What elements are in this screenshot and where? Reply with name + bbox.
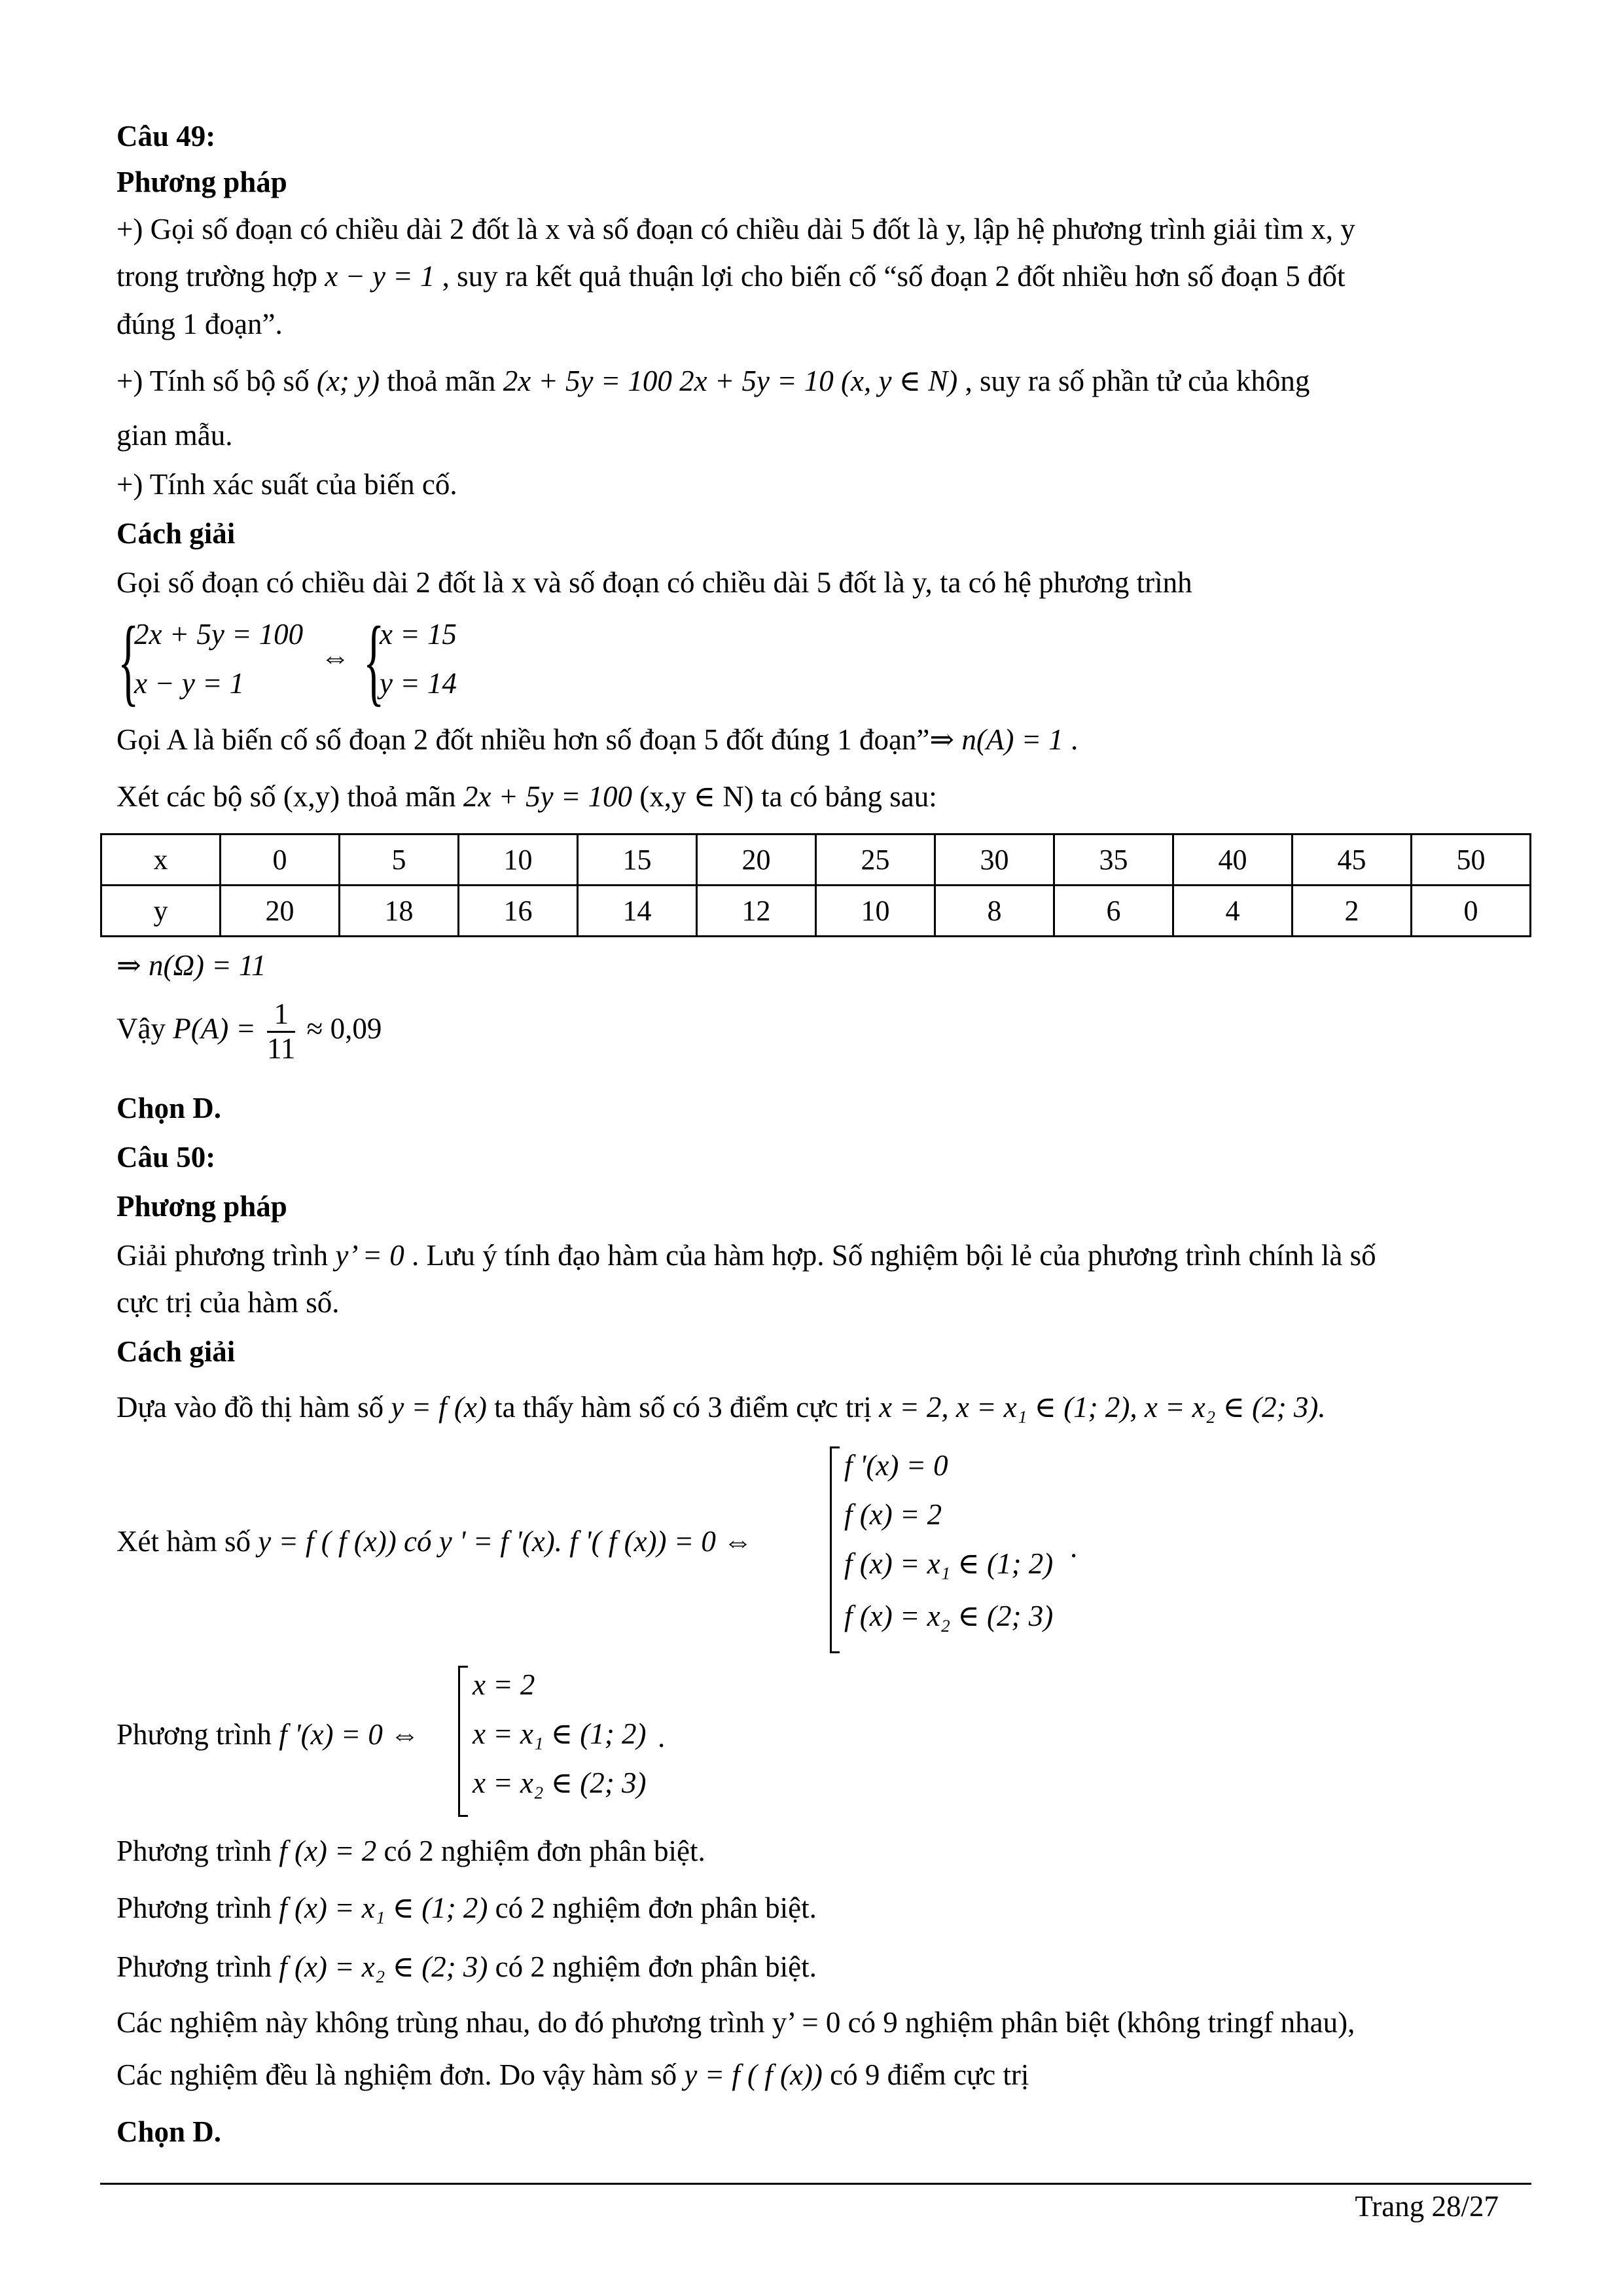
- probability-result: [116, 998, 382, 1065]
- text: có 2 nghiệm đơn phân biệt.: [495, 1892, 817, 1924]
- table-cell: 15: [578, 834, 697, 886]
- sample-space-count: ⇒ n(Ω) = 11: [116, 949, 266, 982]
- q50-solution-line-8: [116, 2058, 1029, 2092]
- table-cell: 6: [1054, 886, 1173, 937]
- text: Giải phương trình: [116, 1239, 329, 1272]
- text: Gọi A là biến cố số đoạn 2 đốt nhiều hơn số đoạn 5 đốt đúng 1 đoạn”: [116, 723, 930, 756]
- text: . Lưu ý tính đạo hàm của hàm hợp. Số nghiệm bội lẻ của phương trình chính là số: [412, 1239, 1376, 1272]
- case-line: f (x) = 2: [844, 1498, 942, 1531]
- table-cell: 25: [816, 834, 935, 886]
- math: P(A) =: [173, 1012, 256, 1045]
- q49-method-line-5: gian mẫu.: [116, 419, 233, 452]
- table-cell: 10: [459, 834, 578, 886]
- q49-method-line-1: +) Gọi số đoạn có chiều dài 2 đốt là x và số đoạn có chiều dài 5 đốt là y, lập hệ phương trình giải tìm x, y: [116, 213, 1355, 245]
- table-cell: 12: [697, 886, 816, 937]
- text: (x,y ∈ N) ta có bảng sau:: [639, 780, 937, 813]
- q50-solution-line-6: [116, 1950, 817, 1984]
- text: , suy ra số phần tử của không: [965, 365, 1310, 397]
- footer-divider: [100, 2183, 1531, 2185]
- table-cell: 14: [578, 886, 697, 937]
- q50-method-heading: Phương pháp: [116, 1190, 287, 1223]
- math: f (x) = x₂ ∈ (2; 3): [279, 1950, 488, 1983]
- system-eq-2: x − y = 1: [134, 667, 245, 700]
- text: có 9 điểm cực trị: [830, 2058, 1029, 2091]
- table-cell: 16: [459, 886, 578, 937]
- table-cell: 40: [1173, 834, 1293, 886]
- table-cell: 30: [935, 834, 1054, 886]
- case-line: f (x) = x₂ ∈ (2; 3): [844, 1600, 1054, 1632]
- numerator: 1: [267, 998, 295, 1033]
- case-line: f (x) = x₁ ∈ (1; 2): [844, 1547, 1054, 1580]
- math: ⇒ n(A) = 1: [929, 723, 1063, 756]
- table-cell: 18: [340, 886, 459, 937]
- q50-solution-line-2: [116, 1525, 753, 1559]
- math: x = 2, x = x₁ ∈ (1; 2), x = x₂ ∈ (2; 3).: [879, 1391, 1326, 1424]
- q50-solution-line-7: Các nghiệm này không trùng nhau, do đó phương trình y’ = 0 có 9 nghiệm phân biệt (không tringf nhau),: [116, 2006, 1355, 2039]
- table-cell: 4: [1173, 886, 1293, 937]
- text: +) Tính số bộ số: [116, 365, 310, 397]
- text: Phương trình: [116, 1718, 272, 1751]
- left-brace: {: [118, 607, 139, 715]
- text: ≈ 0,09: [306, 1012, 382, 1045]
- denominator: 11: [267, 1031, 296, 1065]
- table-row: [101, 834, 1531, 886]
- table-cell: 2: [1293, 886, 1412, 937]
- q50-solution-line-3: [116, 1718, 419, 1752]
- q50-solution-line-1: [116, 1391, 1326, 1425]
- page-number: Trang 28/27: [1355, 2190, 1499, 2223]
- q49-solution-line-1: Gọi số đoạn có chiều dài 2 đốt là x và số đoạn có chiều dài 5 đốt là y, ta có hệ phương trình: [116, 566, 1192, 599]
- math: y = f (x): [391, 1391, 487, 1424]
- math: (x; y): [316, 365, 380, 397]
- system-solution-2: y = 14: [380, 667, 457, 700]
- text: .: [1070, 723, 1079, 756]
- q49-solution-line-3: [116, 780, 937, 814]
- table-cell: 5: [340, 834, 459, 886]
- q49-method-line-3: đúng 1 đoạn”.: [116, 308, 283, 340]
- math: f (x) = x₁ ∈ (1; 2): [279, 1892, 488, 1924]
- q49-method-line-2: [116, 260, 1346, 294]
- math: f '(x) = 0 ⇔: [279, 1718, 420, 1751]
- fraction: [267, 998, 295, 1065]
- table-cell: x: [101, 834, 221, 886]
- text: Phương trình: [116, 1950, 272, 1983]
- q49-solution-heading: Cách giải: [116, 517, 236, 550]
- q49-method-heading: Phương pháp: [116, 166, 287, 198]
- table-cell: 10: [816, 886, 935, 937]
- table-cell: 8: [935, 886, 1054, 937]
- equivalence-arrow: ⇔: [321, 641, 350, 673]
- q49-method-line-4: [116, 365, 1310, 399]
- table-cell: 35: [1054, 834, 1173, 886]
- left-brace: {: [363, 607, 385, 715]
- math: 2x + 5y = 100 2x + 5y = 10 (x, y ∈ N): [503, 365, 958, 397]
- case-line: x = 2: [473, 1668, 535, 1701]
- q50-solution-heading: Cách giải: [116, 1335, 236, 1368]
- q50-method-line-1: [116, 1239, 1376, 1273]
- text: trong trường hợp: [116, 260, 317, 293]
- table-cell: 0: [221, 834, 340, 886]
- text: ta thấy hàm số có 3 điểm cực trị: [494, 1391, 872, 1424]
- case-line: x = x₂ ∈ (2; 3): [473, 1767, 647, 1799]
- question-50-title: Câu 50:: [116, 1141, 216, 1174]
- text: Xét các bộ số (x,y) thoả mãn: [116, 780, 456, 813]
- cases-bracket: [830, 1446, 840, 1653]
- math: x − y = 1: [325, 260, 435, 293]
- xy-values-table: [100, 833, 1531, 937]
- table-row: [101, 886, 1531, 937]
- q50-solution-line-5: [116, 1892, 817, 1926]
- table-cell: 45: [1293, 834, 1412, 886]
- question-49-title: Câu 49:: [116, 120, 216, 152]
- text: có 2 nghiệm đơn phân biệt.: [495, 1950, 817, 1983]
- text: thoả mãn: [387, 365, 496, 397]
- q50-method-line-2: cực trị của hàm số.: [116, 1286, 340, 1319]
- math: y’ = 0: [335, 1239, 404, 1272]
- q50-solution-line-4: [116, 1835, 705, 1869]
- text: Phương trình: [116, 1892, 272, 1924]
- table-cell: 20: [221, 886, 340, 937]
- table-cell: y: [101, 886, 221, 937]
- text: có 2 nghiệm đơn phân biệt.: [383, 1835, 705, 1867]
- table-cell: 20: [697, 834, 816, 886]
- q49-solution-line-2: [116, 723, 1078, 757]
- system-eq-1: 2x + 5y = 100: [134, 618, 304, 651]
- system-solution-1: x = 15: [380, 618, 457, 651]
- case-line: x = x₁ ∈ (1; 2): [473, 1717, 647, 1750]
- text: Dựa vào đồ thị hàm số: [116, 1391, 384, 1424]
- text: Vậy: [116, 1012, 166, 1045]
- math: 2x + 5y = 100: [463, 780, 633, 813]
- text: Xét hàm số: [116, 1525, 251, 1558]
- math: y = f ( f (x)): [684, 2058, 823, 2091]
- text: , suy ra kết quả thuận lợi cho biến cố “số đoạn 2 đốt nhiều hơn số đoạn 5 đốt: [442, 260, 1346, 293]
- math: f (x) = 2: [279, 1835, 377, 1867]
- cases-bracket: [458, 1666, 468, 1817]
- q49-method-line-6: +) Tính xác suất của biến cố.: [116, 468, 457, 501]
- case-line: f '(x) = 0: [844, 1449, 948, 1482]
- table-cell: 0: [1412, 886, 1531, 937]
- q49-answer: Chọn D.: [116, 1092, 222, 1124]
- math: y = f ( f (x)) có y ' = f '(x). f '( f (x)) = 0 ⇔: [258, 1525, 753, 1558]
- text: Phương trình: [116, 1835, 272, 1867]
- period: .: [658, 1721, 666, 1753]
- text: Các nghiệm đều là nghiệm đơn. Do vậy hàm số: [116, 2058, 677, 2091]
- q50-answer: Chọn D.: [116, 2115, 222, 2148]
- period: .: [1070, 1531, 1078, 1564]
- table-cell: 50: [1412, 834, 1531, 886]
